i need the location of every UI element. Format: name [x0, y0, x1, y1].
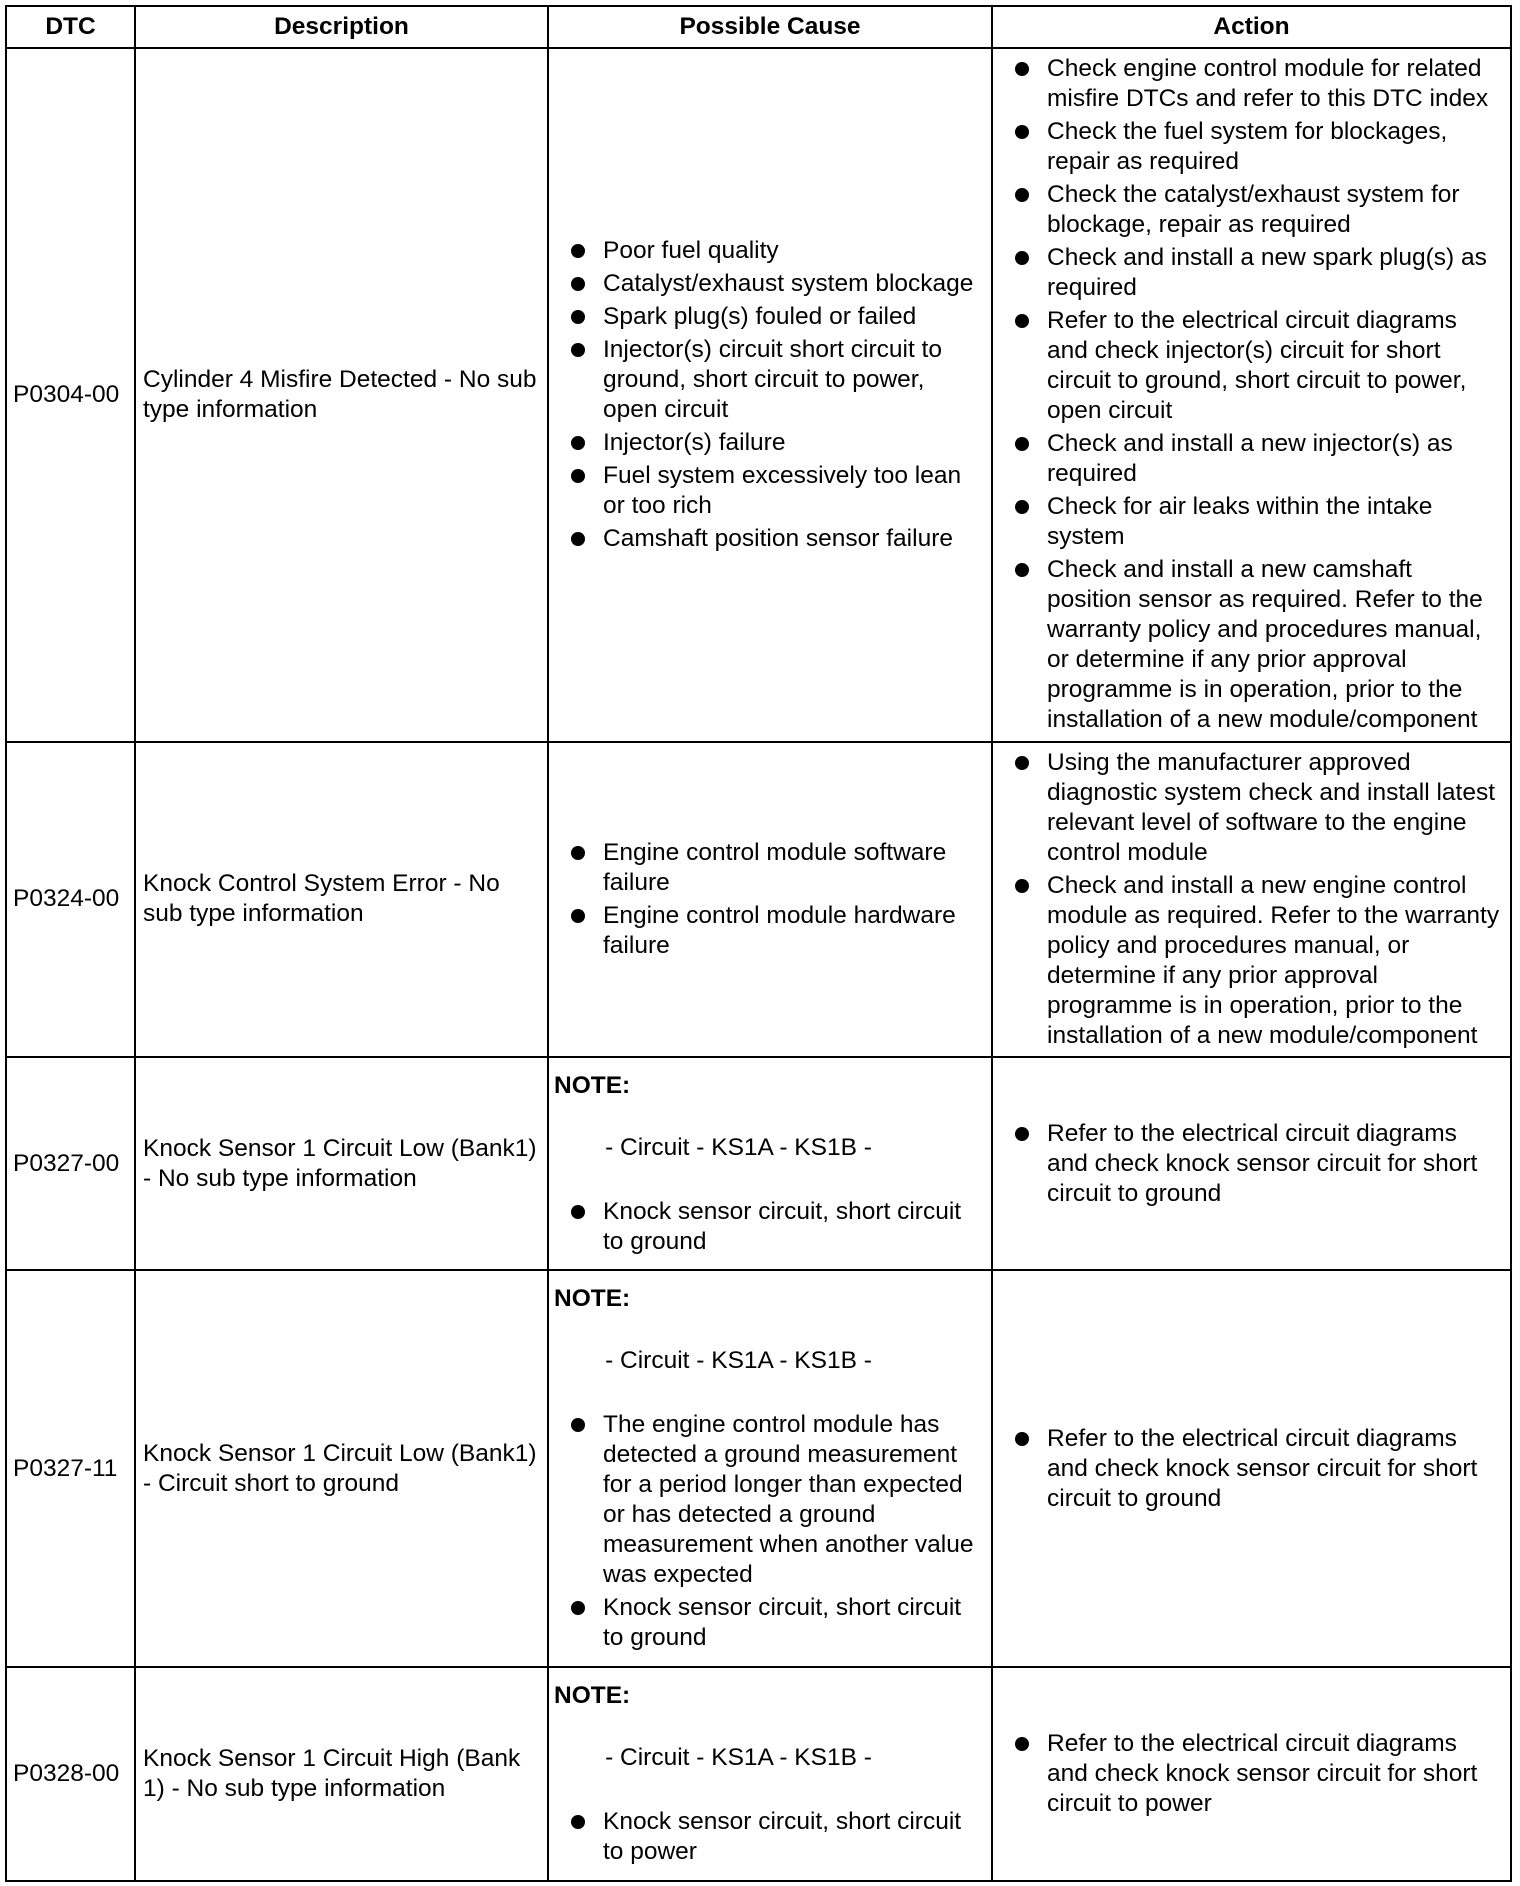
- action-item: Check for air leaks within the intake system: [1007, 492, 1502, 552]
- header-description: Description: [135, 6, 548, 48]
- cause-list: [563, 236, 983, 554]
- action-item: Refer to the electrical circuit diagrams and check knock sensor circuit for short circuit to ground: [1007, 1424, 1502, 1514]
- cause-item: Poor fuel quality: [563, 236, 983, 266]
- header-dtc: DTC: [6, 6, 135, 48]
- header-possible-cause: Possible Cause: [548, 6, 992, 48]
- action-list: [1007, 1424, 1502, 1514]
- cause-item: Knock sensor circuit, short circuit to ground: [563, 1197, 983, 1257]
- cause-item: Injector(s) circuit short circuit to ground, short circuit to power, open circuit: [563, 335, 983, 425]
- action-item: Refer to the electrical circuit diagrams and check knock sensor circuit for short circuit to power: [1007, 1729, 1502, 1819]
- header-action: Action: [992, 6, 1511, 48]
- cause-list: [563, 838, 983, 961]
- header-row: [6, 6, 1511, 48]
- cause-item: Engine control module software failure: [563, 838, 983, 898]
- table-row: [6, 1270, 1511, 1667]
- action-cell: [992, 48, 1511, 742]
- action-list: [1007, 54, 1502, 735]
- cause-item: Engine control module hardware failure: [563, 901, 983, 961]
- possible-cause-cell: [548, 1667, 992, 1881]
- action-item: Refer to the electrical circuit diagrams and check knock sensor circuit for short circuit to ground: [1007, 1119, 1502, 1209]
- action-item: Using the manufacturer approved diagnostic system check and install latest relevant level of software to the engine control module: [1007, 748, 1502, 868]
- action-list: [1007, 1729, 1502, 1819]
- dtc-code: P0328-00: [6, 1667, 135, 1881]
- dtc-code: P0327-11: [6, 1270, 135, 1667]
- possible-cause-cell: [548, 742, 992, 1057]
- cause-item: Injector(s) failure: [563, 428, 983, 458]
- cause-item: Camshaft position sensor failure: [563, 524, 983, 554]
- cause-list: [554, 1410, 983, 1653]
- table-row: [6, 1667, 1511, 1881]
- dtc-code: P0304-00: [6, 48, 135, 742]
- cause-item: Fuel system excessively too lean or too rich: [563, 461, 983, 521]
- possible-cause-cell: [548, 48, 992, 742]
- dtc-description: Cylinder 4 Misfire Detected - No sub type information: [135, 48, 548, 742]
- action-item: Check the catalyst/exhaust system for blockage, repair as required: [1007, 180, 1502, 240]
- action-item: Check the fuel system for blockages, repair as required: [1007, 117, 1502, 177]
- cause-item: Spark plug(s) fouled or failed: [563, 302, 983, 332]
- dtc-table: [5, 5, 1512, 1882]
- circuit-reference: - Circuit - KS1A - KS1B -: [605, 1347, 872, 1375]
- action-list: [1007, 1119, 1502, 1209]
- note-label: NOTE:: [554, 1071, 631, 1099]
- note-label: NOTE:: [554, 1285, 631, 1313]
- dtc-description: Knock Sensor 1 Circuit Low (Bank1) - No sub type information: [135, 1057, 548, 1271]
- dtc-description: Knock Control System Error - No sub type information: [135, 742, 548, 1057]
- cause-item: The engine control module has detected a ground measurement for a period longer than expected or has detected a ground measurement when another value was expected: [563, 1410, 983, 1590]
- action-item: Check and install a new spark plug(s) as required: [1007, 243, 1502, 303]
- table-row: [6, 742, 1511, 1057]
- table-row: [6, 1057, 1511, 1271]
- possible-cause-cell: [548, 1270, 992, 1667]
- note-label: NOTE:: [554, 1682, 631, 1710]
- action-list: [1007, 748, 1502, 1051]
- action-cell: [992, 1270, 1511, 1667]
- action-item: Check and install a new injector(s) as required: [1007, 429, 1502, 489]
- cause-item: Catalyst/exhaust system blockage: [563, 269, 983, 299]
- cause-list: [554, 1197, 983, 1257]
- dtc-description: Knock Sensor 1 Circuit High (Bank 1) - No sub type information: [135, 1667, 548, 1881]
- dtc-code: P0324-00: [6, 742, 135, 1057]
- table-row: [6, 48, 1511, 742]
- possible-cause-cell: [548, 1057, 992, 1271]
- action-item: Check engine control module for related misfire DTCs and refer to this DTC index: [1007, 54, 1502, 114]
- action-cell: [992, 1057, 1511, 1271]
- dtc-description: Knock Sensor 1 Circuit Low (Bank1) - Circuit short to ground: [135, 1270, 548, 1667]
- action-item: Check and install a new engine control module as required. Refer to the warranty policy and procedures manual, or determine if any prior approval programme is in operation, prior to the installation of a new module/component: [1007, 871, 1502, 1051]
- circuit-reference: - Circuit - KS1A - KS1B -: [605, 1744, 872, 1772]
- action-cell: [992, 742, 1511, 1057]
- dtc-code: P0327-00: [6, 1057, 135, 1271]
- cause-list: [554, 1807, 983, 1867]
- action-item: Check and install a new camshaft position sensor as required. Refer to the warranty policy and procedures manual, or determine if any prior approval programme is in operation, prior to the installation of a new module/component: [1007, 555, 1502, 735]
- cause-item: Knock sensor circuit, short circuit to power: [563, 1807, 983, 1867]
- action-cell: [992, 1667, 1511, 1881]
- circuit-reference: - Circuit - KS1A - KS1B -: [605, 1133, 872, 1161]
- action-item: Refer to the electrical circuit diagrams and check injector(s) circuit for short circuit to ground, short circuit to power, open circuit: [1007, 306, 1502, 426]
- cause-item: Knock sensor circuit, short circuit to ground: [563, 1593, 983, 1653]
